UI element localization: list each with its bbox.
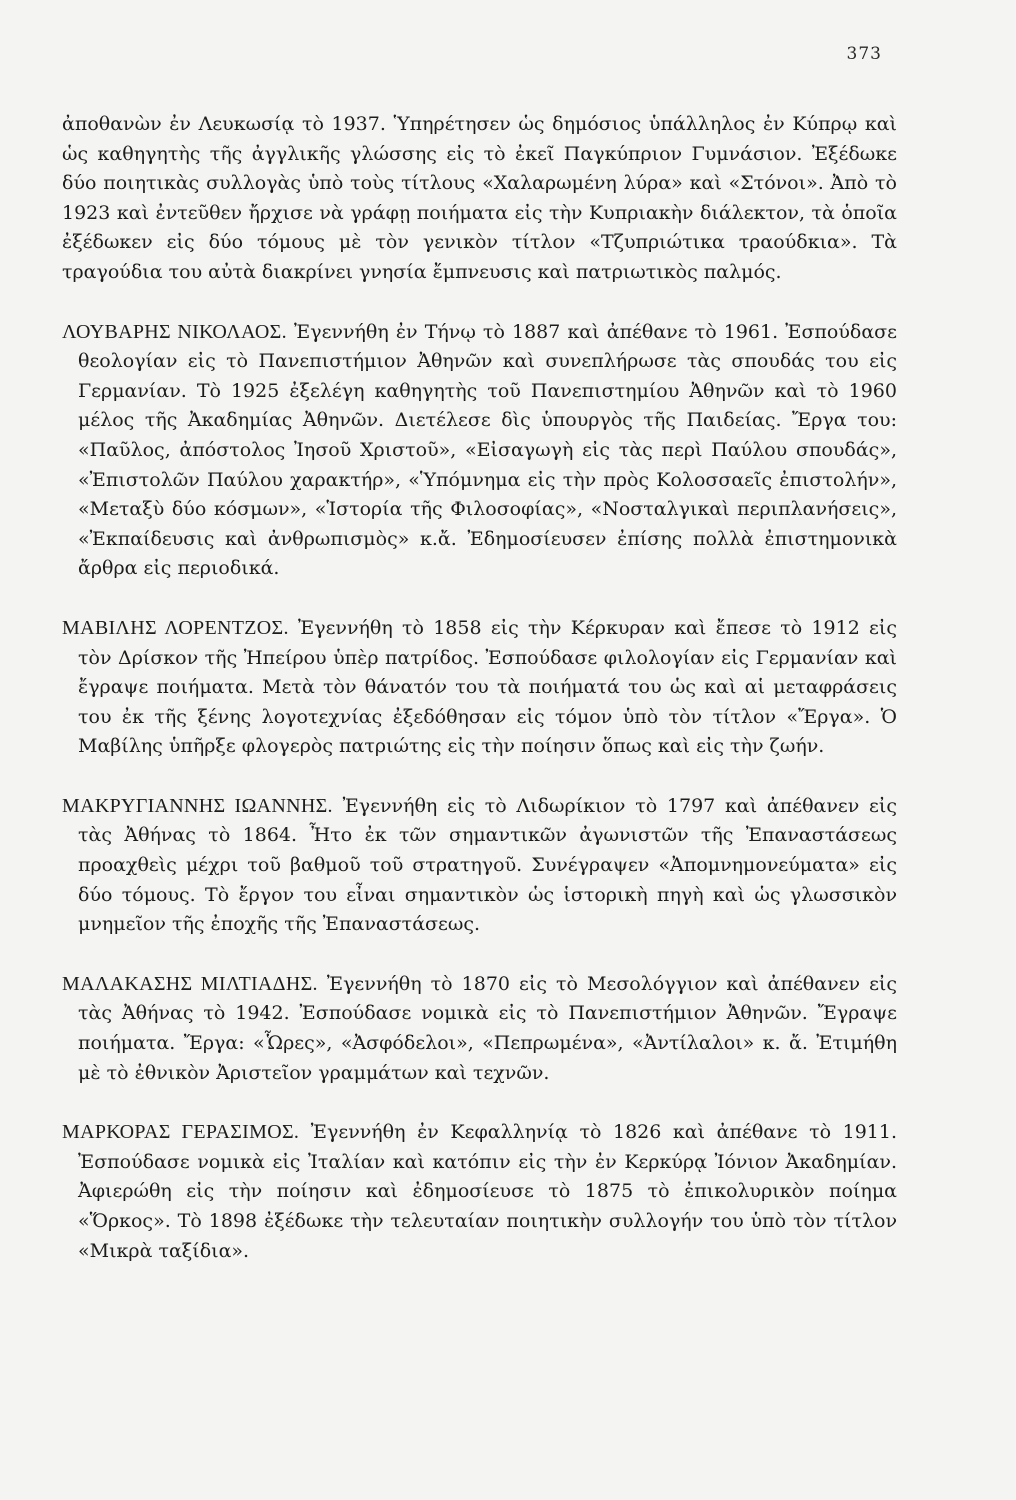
entry-text: Ἐγεννήθη εἰς τὸ Λιδωρίκιον τὸ 1797 καὶ ἀπέθανεν εἰς τὰς Ἀθήνας τὸ 1864. Ἦτο ἐκ τῶν σημαντικῶν ἀγωνιστῶν τῆς Ἐπαναστάσεως προαχθεὶς μέχρι τοῦ βαθμοῦ τοῦ στρατηγοῦ. Συνέγραψεν «Ἀπομνημονεύματα» εἰς δύο τόμους. Τὸ ἔργον του εἶναι σημαντικὸν ὡς ἱστορικὴ πηγὴ καὶ ὡς γλωσσικὸν μνημεῖον τῆς ἐποχῆς τῆς Ἐπαναστάσεως. xyxy=(78,794,897,936)
biography-entry-malakasis xyxy=(62,970,897,1088)
page-number: 373 xyxy=(846,44,882,64)
entry-heading: ΜΑΒΙΛΗΣ ΛΟΡΕΝΤΖΟΣ. xyxy=(62,616,289,639)
entry-text: Ἐγεννήθη ἐν Κεφαλληνίᾳ τὸ 1826 καὶ ἀπέθανε τὸ 1911. Ἐσπούδασε νομικὰ εἰς Ἰταλίαν καὶ κατόπιν εἰς τὴν ἐν Κερκύρᾳ Ἰόνιον Ἀκαδημίαν. Ἀφιερώθη εἰς τὴν ποίησιν καὶ ἐδημοσίευσε τὸ 1875 τὸ ἐπικολυρικὸν ποίημα «Ὅρκος». Τὸ 1898 ἐξέδωκε τὴν τελευταίαν ποιητικὴν συλλογήν του ὑπὸ τὸν τίτλον «Μικρὰ ταξίδια». xyxy=(78,1121,897,1262)
entry-text: Ἐγεννήθη τὸ 1858 εἰς τὴν Κέρκυραν καὶ ἔπεσε τὸ 1912 εἰς τὸν Δρίσκον τῆς Ἠπείρου ὑπὲρ πατρίδος. Ἐσπούδασε φιλολογίαν εἰς Γερμανίαν καὶ ἔγραψε ποιήματα. Μετὰ τὸν θάνατόν του τὰ ποιήματά του ὡς καὶ αἱ μεταφράσεις του ἐκ τῆς ξένης λογοτεχνίας ἐξεδόθησαν εἰς τόμον ὑπὸ τὸν τίτλον «Ἔργα». Ὁ Μαβίλης ὑπῆρξε φλογερὸς πατριώτης εἰς τὴν ποίησιν ὅπως καὶ εἰς τὴν ζωήν. xyxy=(78,616,897,758)
biography-entry-makrygiannis xyxy=(62,792,897,940)
entry-heading: ΜΑΡΚΟΡΑΣ ΓΕΡΑΣΙΜΟΣ. xyxy=(62,1121,300,1144)
page-body xyxy=(62,110,897,1266)
entry-heading: ΜΑΚΡΥΓΙΑΝΝΗΣ ΙΩΑΝΝΗΣ. xyxy=(62,794,333,817)
entry-text: Ἐγεννήθη ἐν Τήνῳ τὸ 1887 καὶ ἀπέθανε τὸ 1961. Ἐσπούδασε θεολογίαν εἰς τὸ Πανεπιστήμιον Ἀθηνῶν καὶ συνεπλήρωσε τὰς σπουδάς του εἰς Γερμανίαν. Τὸ 1925 ἐξελέγη καθηγητὴς τοῦ Πανεπιστημίου Ἀθηνῶν καὶ τὸ 1960 μέλος τῆς Ἀκαδημίας Ἀθηνῶν. Διετέλεσε δὶς ὑπουργὸς τῆς Παιδείας. Ἔργα του: «Παῦλος, ἀπόστολος Ἰησοῦ Χριστοῦ», «Εἰσαγωγὴ εἰς τὰς περὶ Παύλου σπουδάς», «Ἐπιστολῶν Παύλου χαρακτήρ», «Ὑπόμνημα εἰς τὴν πρὸς Κολοσσαεῖς ἐπιστολήν», «Μεταξὺ δύο κόσμων», «Ἱστορία τῆς Φιλοσοφίας», «Νοσταλγικαὶ περιπλανήσεις», «Ἐκπαίδευσις καὶ ἀνθρωπισμὸς» κ.ἄ. Ἐδημοσίευσεν ἐπίσης πολλὰ ἐπιστημονικὰ ἄρθρα εἰς περιοδικά. xyxy=(78,320,897,580)
biography-entry-louvaris xyxy=(62,318,897,584)
entry-text: Ἐγεννήθη τὸ 1870 εἰς τὸ Μεσολόγγιον καὶ ἀπέθανεν εἰς τὰς Ἀθήνας τὸ 1942. Ἐσπούδασε νομικὰ εἰς τὸ Πανεπιστήμιον Ἀθηνῶν. Ἔγραψε ποιήματα. Ἔργα: «Ὧρες», «Ἀσφόδελοι», «Πεπρωμένα», «Ἀντίλαλοι» κ. ἄ. Ἐτιμήθη μὲ τὸ ἐθνικὸν Ἀριστεῖον γραμμάτων καὶ τεχνῶν. xyxy=(78,972,897,1084)
entry-heading: ΜΑΛΑΚΑΣΗΣ ΜΙΛΤΙΑΔΗΣ. xyxy=(62,972,318,995)
intro-paragraph: ἀποθανὼν ἐν Λευκωσίᾳ τὸ 1937. Ὑπηρέτησεν ὡς δημόσιος ὑπάλληλος ἐν Κύπρῳ καὶ ὡς καθηγητὴς τῆς ἀγγλικῆς γλώσσης εἰς τὸ ἐκεῖ Παγκύπριον Γυμνάσιον. Ἐξέδωκε δύο ποιητικὰς συλλογὰς ὑπὸ τοὺς τίτλους «Χαλαρωμένη λύρα» καὶ «Στόνοι». Ἀπὸ τὸ 1923 καὶ ἐντεῦθεν ἤρχισε νὰ γράφῃ ποιήματα εἰς τὴν Κυπριακὴν διάλεκτον, τὰ ὁποῖα ἐξέδωκεν εἰς δύο τόμους μὲ τὸν γενικὸν τίτλον «Τζυπριώτικα τραούδκια». Τὰ τραγούδια του αὐτὰ διακρίνει γνησία ἔμπνευσις καὶ πατριωτικὸς παλμός. xyxy=(62,113,897,283)
biography-entry-mavilis xyxy=(62,614,897,762)
biography-entry-markoras xyxy=(62,1118,897,1266)
entry-heading: ΛΟΥΒΑΡΗΣ ΝΙΚΟΛΑΟΣ. xyxy=(62,320,287,343)
